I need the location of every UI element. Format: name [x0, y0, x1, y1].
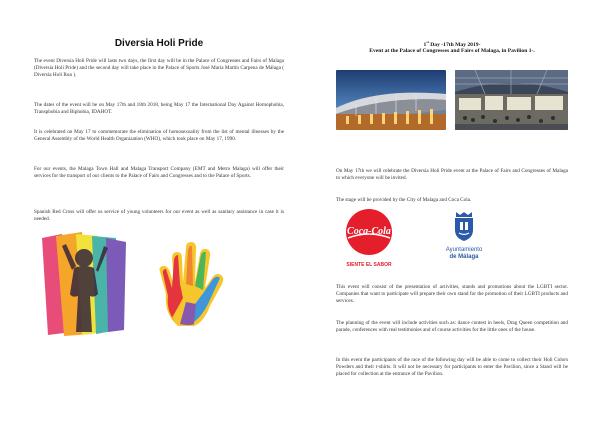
- malaga-coat-of-arms-icon: [452, 212, 476, 242]
- rainbow-silhouette-illustration: [38, 232, 128, 337]
- paragraph-planning: The planning of the event will include activities such as: dance contest in heels, Drag Queen competition and parade, conferences with real testimonies and of course activities for the little ones of the house.: [336, 320, 568, 333]
- page-title: Diversia Holi Pride: [114, 38, 204, 49]
- coca-cola-script: Coca-Cola: [347, 226, 391, 237]
- malaga-logo-line2: de Málaga: [449, 254, 479, 260]
- day-heading: 1st Day -17th May 2019-: [423, 40, 481, 48]
- coca-cola-tagline: SIENTE EL SABOR: [346, 262, 392, 268]
- paragraph-celebration: On May 17th we will celebrate the Diversia Holi Pride event at the Palace of Fairs and Congresses of Malaga to which everyone will be invited.: [336, 168, 568, 181]
- coca-cola-disc-icon: [342, 208, 396, 256]
- paragraph-event-intro: The event Diversia Holi Pride will lasts two days, the first day will be in the Palace of Congresses and Fairs of Malaga (Diversia Holi Pride) and the second day will take place in the Palace of Sports José María Martín Carpena de Málaga ( Diversia Holi Run ).: [34, 58, 284, 78]
- paragraph-collection: In this event the participants of the race of the following day will be able to come to collect their Holi Colors Powders and their t-shirts. It will not be necessary for participants to enter the Pavilion, since a Stand will be placed for collection at the entrance of the Pavilion.: [336, 357, 568, 377]
- paragraph-stage: The stage will be provided by the City of Malaga and Coca Cola.: [336, 197, 472, 203]
- paragraph-idahot: It is celebrated on May 17 to commemorate the elimination of homosexuality from the list of mental illnesses by the General Assembly of the World Health Organization (WHO), which took place on May 17, 1990.: [34, 129, 284, 142]
- paragraph-activities: This event will consist of the presentation of activities, stands and promotions about the LGBTI sector. Companies that want to participate will prepare their own stand for the promotion of their LGBTI products and services.: [336, 284, 568, 304]
- paragraph-red-cross: Spanish Red Cross will offer us service of young volunteers for our event as well as sanitary assistance in case it is needed.: [34, 209, 284, 222]
- palace-exterior-photo: [336, 70, 446, 130]
- venue-heading: Event at the Palace of Congresses and Fairs of Malaga, in Pavilion 1-.: [369, 48, 535, 54]
- coca-cola-logo: [342, 208, 396, 266]
- palace-interior-photo: [455, 70, 568, 130]
- paragraph-dates: The dates of the event will be on May 17th and 18th 2018, being May 17 the International Day Against Homophobia, Transphobia and Biphobia, IDAHOT.: [34, 102, 284, 115]
- paragraph-transport: For our events, the Malaga Town Hall and Malaga Transport Company (EMT and Metro Malaga) will offer their services for the transport of our clients to the Palace of Fairs and Congresses and to the Palace of Sports.: [34, 166, 284, 179]
- ayuntamiento-malaga-logo: [436, 212, 492, 266]
- malaga-logo-line1: Ayuntamiento: [445, 247, 483, 253]
- rainbow-hand-illustration: [150, 238, 230, 330]
